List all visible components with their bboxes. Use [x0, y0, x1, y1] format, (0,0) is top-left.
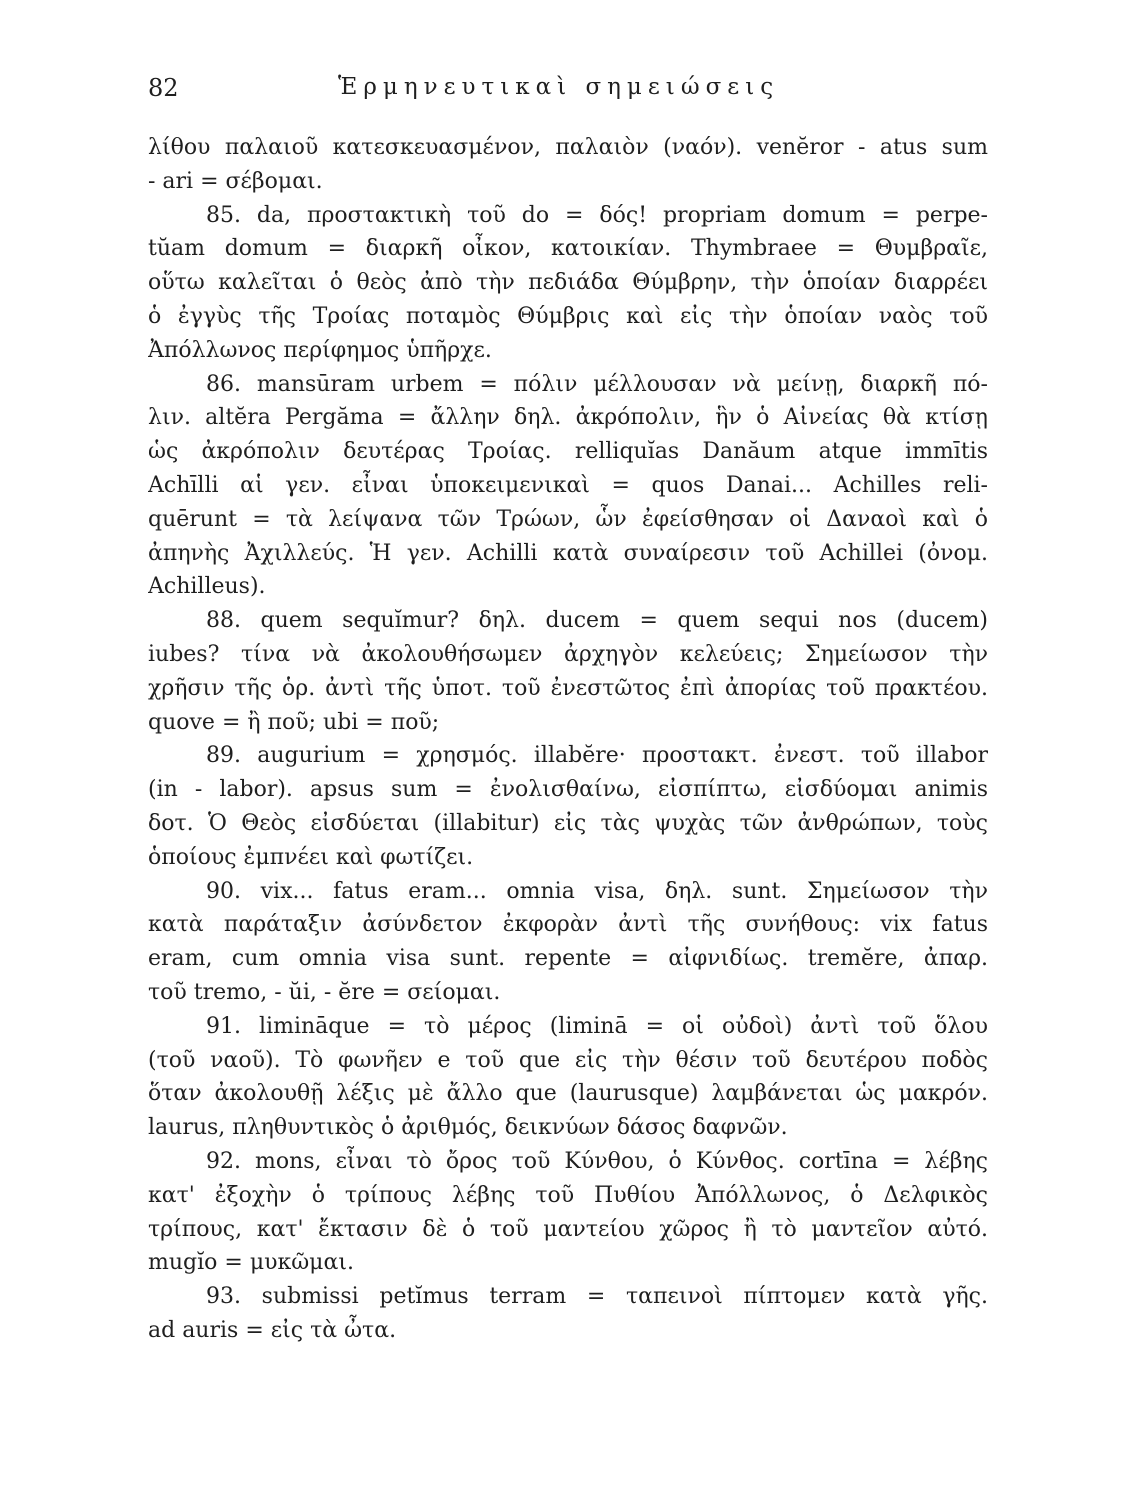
page-header: [148, 66, 986, 110]
text-line: ὡς ἀκρόπολιν δευτέρας Τροίας. relliquĭas Danăum atque immītis: [148, 439, 988, 465]
note-first-line: 91. limināque = τὸ μέρος (liminā = οἱ οὐδοὶ) ἀντὶ τοῦ ὅλου: [206, 1013, 988, 1039]
text-line: Ἀπόλλωνος περίφημος ὑπῆρχε.: [148, 337, 492, 363]
text-line: quērunt = τὰ λείψανα τῶν Τρώων, ὧν ἐφείσθησαν οἱ Δαναοὶ καὶ ὁ: [148, 506, 988, 532]
text-line: ἀπηνὴς Ἀχιλλεύς. Ἡ γεν. Achilli κατὰ συναίρεσιν τοῦ Achillei (ὀνομ.: [148, 540, 988, 566]
text-line: iubes? τίνα νὰ ἀκολουθήσωμεν ἀρχηγὸν κελεύεις; Σημείωσον τὴν: [148, 641, 988, 667]
note-first-line: 90. vix... fatus eram... omnia visa, δηλ. sunt. Σημείωσον τὴν: [206, 878, 988, 904]
text-line: Achilleus).: [148, 574, 266, 600]
page-number: 82: [148, 74, 179, 102]
note-first-line: 88. quem sequĭmur? δηλ. ducem = quem sequi nos (ducem): [206, 608, 988, 634]
text-line: ad auris = εἰς τὰ ὦτα.: [148, 1317, 397, 1343]
note-first-line: 89. augurium = χρησμός. illabĕre· προστακτ. ἐνεστ. τοῦ illabor: [206, 743, 988, 769]
text-line: λίθου παλαιοῦ κατεσκευασμένον, παλαιὸν (ναόν). venĕror - atus sum: [148, 135, 988, 160]
text-line: quove = ἢ ποῦ; ubi = ποῦ;: [148, 709, 440, 735]
text-line: κατ' ἐξοχὴν ὁ τρίπους λέβης τοῦ Πυθίου Ἀπόλλωνος, ὁ Δελφικὸς: [148, 1182, 988, 1208]
text-line: - ari = σέβομαι.: [148, 168, 323, 194]
note-first-line: 85. da, προστακτικὴ τοῦ do = δός! propriam domum = perpe-: [206, 202, 988, 228]
text-line: tŭam domum = διαρκῆ οἶκον, κατοικίαν. Thymbraee = Θυμβραῖε,: [148, 236, 988, 262]
text-line: laurus, πληθυντικὸς ὁ ἀριθμός, δεικνύων δάσος δαφνῶν.: [148, 1115, 788, 1141]
text-line: eram, cum omnia visa sunt. repente = αἰφνιδίως. tremĕre, ἀπαρ.: [148, 946, 988, 972]
note-first-line: 93. submissi petĭmus terram = ταπεινοὶ πίπτομεν κατὰ γῆς.: [206, 1284, 988, 1310]
text-line: τρίπους, κατ' ἔκτασιν δὲ ὁ τοῦ μαντείου χῶρος ἢ τὸ μαντεῖον αὐτό.: [148, 1216, 988, 1242]
text-line: χρῆσιν τῆς ὁρ. ἀντὶ τῆς ὑποτ. τοῦ ἐνεστῶτος ἐπὶ ἀπορίας τοῦ πρακτέου.: [148, 675, 988, 701]
commentary-body: [148, 131, 988, 1348]
text-line: mugĭo = μυκῶμαι.: [148, 1250, 354, 1276]
text-line: δοτ. Ὁ Θεὸς εἰσδύεται (illabitur) εἰς τὰς ψυχὰς τῶν ἀνθρώπων, τοὺς: [148, 810, 988, 836]
text-line: κατὰ παράταξιν ἀσύνδετον ἐκφορὰν ἀντὶ τῆς συνήθους: vix fatus: [148, 912, 988, 938]
note-first-line: 92. mons, εἶναι τὸ ὄρος τοῦ Κύνθου, ὁ Κύνθος. cortīna = λέβης: [206, 1148, 988, 1174]
text-line: (in - labor). apsus sum = ἐνολισθαίνω, εἰσπίπτω, εἰσδύομαι animis: [148, 777, 988, 803]
text-line: τοῦ tremo, - ŭi, - ĕre = σείομαι.: [148, 979, 501, 1005]
text-line: ὁ ἐγγὺς τῆς Τροίας ποταμὸς Θύμβρις καὶ εἰς τὴν ὁποίαν ναὸς τοῦ: [148, 303, 988, 329]
running-title: Ἑρμηνευτικαὶ σημειώσεις: [338, 74, 780, 100]
text-line: (τοῦ ναοῦ). Τὸ φωνῆεν e τοῦ que εἰς τὴν θέσιν τοῦ δευτέρου ποδὸς: [148, 1047, 988, 1073]
text-line: ὁποίους ἐμπνέει καὶ φωτίζει.: [148, 844, 474, 870]
note-first-line: 86. mansūram urbem = πόλιν μέλλουσαν νὰ μείνῃ, διαρκῆ πό-: [206, 371, 988, 397]
text-line: Achīlli αἱ γεν. εἶναι ὑποκειμενικαὶ = quos Danai... Achilles reli-: [148, 472, 988, 498]
text-line: λιν. altĕra Pergăma = ἄλλην δηλ. ἀκρόπολιν, ἣν ὁ Αἰνείας θὰ κτίσῃ: [148, 405, 988, 431]
text-line: οὕτω καλεῖται ὁ θεὸς ἀπὸ τὴν πεδιάδα Θύμβρην, τὴν ὁποίαν διαρρέει: [148, 270, 988, 296]
text-line: ὅταν ἀκολουθῇ λέξις μὲ ἄλλο que (laurusque) λαμβάνεται ὡς μακρόν.: [148, 1081, 988, 1107]
